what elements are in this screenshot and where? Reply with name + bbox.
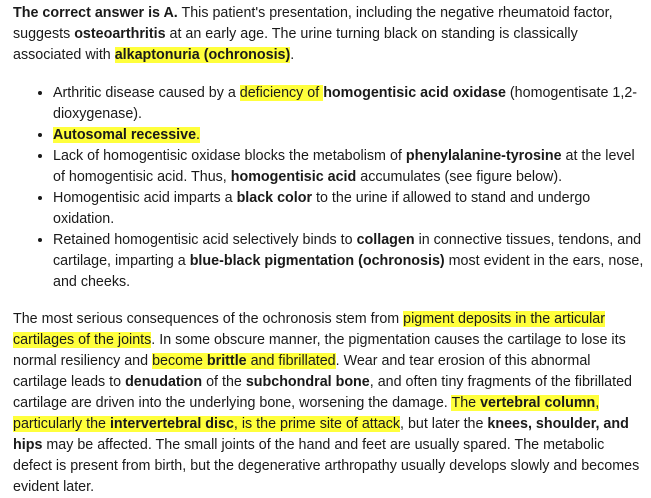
answer-statement: The correct answer is A. (13, 5, 178, 21)
list-item-text: Lack of homogentisic oxidase blocks the metabolism of (53, 148, 406, 164)
intro-paragraph (13, 3, 645, 66)
list-item-text: Retained homogentisic acid selectively binds to (53, 232, 357, 248)
highlighted-term: vertebral column (480, 395, 596, 411)
list-item (53, 146, 645, 188)
key-points-list (13, 83, 645, 293)
paragraph-text: may be affected. The small joints of the hand and feet are usually spared. The metabolic defect is present from birth, but the degenerative arthropathy usually develops slowly and becomes evident later. (13, 437, 640, 495)
list-item-text: in connective tissues, tendons, and cartilage, imparting a (53, 232, 642, 269)
pigmentation-term: blue-black pigmentation (ochronosis) (189, 253, 445, 269)
list-item-text: at the level of homogentisic acid. Thus, (53, 148, 635, 185)
paragraph-text: , but later the (400, 416, 488, 432)
bone-term: subchondral bone (245, 374, 370, 390)
closing-paragraph (13, 309, 645, 498)
highlighted-diagnosis: alkaptonuria (ochronosis) (114, 47, 291, 63)
intro-text: This patient's presentation, including the negative rheumatoid factor, suggests (13, 5, 613, 42)
metabolite-term: homogentisic acid (230, 169, 357, 185)
list-item (53, 125, 645, 146)
highlighted-term: intervertebral disc (109, 416, 234, 432)
list-item-text: (homogentisate 1,2-dioxygenase). (53, 85, 638, 122)
collagen-term: collagen (356, 232, 415, 248)
paragraph-text: , and often tiny fragments of the fibrillated cartilage are driven into the underlying bone, worsening the damage. (13, 374, 633, 411)
highlighted-text: , particularly the (13, 395, 600, 432)
highlighted-text: The (451, 395, 481, 411)
list-item (53, 188, 645, 230)
list-item-text: Homogentisic acid imparts a (53, 190, 237, 206)
list-item-text: to the urine if allowed to stand and undergo oxidation. (53, 190, 591, 227)
highlighted-text: become (152, 353, 207, 369)
highlighted-text: deficiency of (239, 85, 324, 101)
joints-term: knees, shoulder, and hips (13, 416, 629, 453)
paragraph-text: . Wear and tear erosion of this abnormal cartilage leads to (13, 353, 591, 390)
denudation-term: denudation (125, 374, 203, 390)
diagnosis-term: osteoarthritis (74, 26, 166, 42)
highlighted-text: , is the prime site of attack (233, 416, 400, 432)
intro-text: . (290, 47, 295, 63)
pathway-term: phenylalanine-tyrosine (405, 148, 562, 164)
paragraph-text: of the (202, 374, 246, 390)
highlighted-term: brittle (206, 353, 247, 369)
paragraph-text: The most serious consequences of the ochronosis stem from (13, 311, 404, 327)
urine-color-term: black color (236, 190, 313, 206)
paragraph-text: . In some obscure manner, the pigmentation causes the cartilage to lose its normal resiliency and (13, 332, 626, 369)
list-item (53, 83, 645, 125)
list-item-text: accumulates (see figure below). (356, 169, 563, 185)
inheritance-term: Autosomal recessive (53, 127, 197, 143)
highlighted-text: and fibrillated (246, 353, 336, 369)
highlighted-text: pigment deposits in the articular cartilages of the joints (13, 311, 606, 348)
enzyme-term: homogentisic acid oxidase (323, 85, 506, 101)
list-item-text: most evident in the ears, nose, and cheeks. (53, 253, 644, 290)
highlighted-text: . (196, 127, 201, 143)
list-item-text: Arthritic disease caused by a (53, 85, 240, 101)
intro-text: at an early age. The urine turning black on standing is classically associated with (13, 26, 578, 63)
list-item (53, 230, 645, 293)
